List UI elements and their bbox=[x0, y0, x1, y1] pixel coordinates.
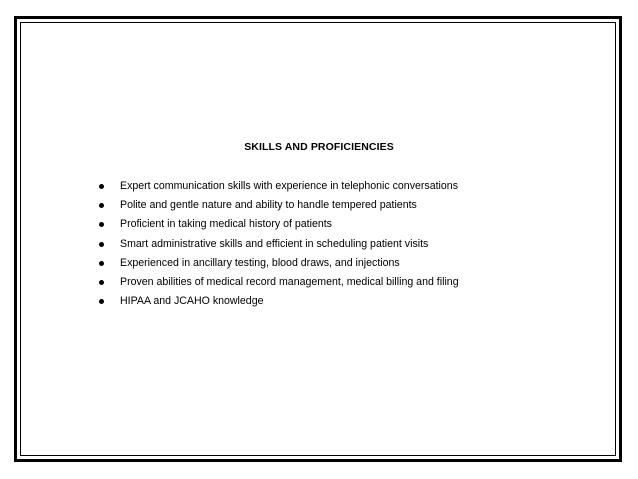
list-item-text: Smart administrative skills and efficient in scheduling patient visits bbox=[120, 237, 429, 250]
bullet-icon bbox=[99, 261, 104, 266]
list-item-text: Expert communication skills with experience in telephonic conversations bbox=[120, 180, 458, 192]
list-item-text: Proficient in taking medical history of patients bbox=[120, 218, 332, 231]
list-item-text: Polite and gentle nature and ability to handle tempered patients bbox=[120, 199, 417, 212]
list-item-text: HIPAA and JCAHO knowledge bbox=[120, 295, 264, 308]
list-item-text: Experienced in ancillary testing, blood draws, and injections bbox=[120, 256, 400, 269]
bullet-icon bbox=[99, 280, 104, 285]
bullet-icon bbox=[99, 184, 104, 189]
list-item-text: Proven abilities of medical record management, medical billing and filing bbox=[120, 275, 459, 288]
bullet-icon bbox=[99, 242, 104, 247]
section-heading: SKILLS AND PROFICIENCIES bbox=[244, 141, 394, 153]
